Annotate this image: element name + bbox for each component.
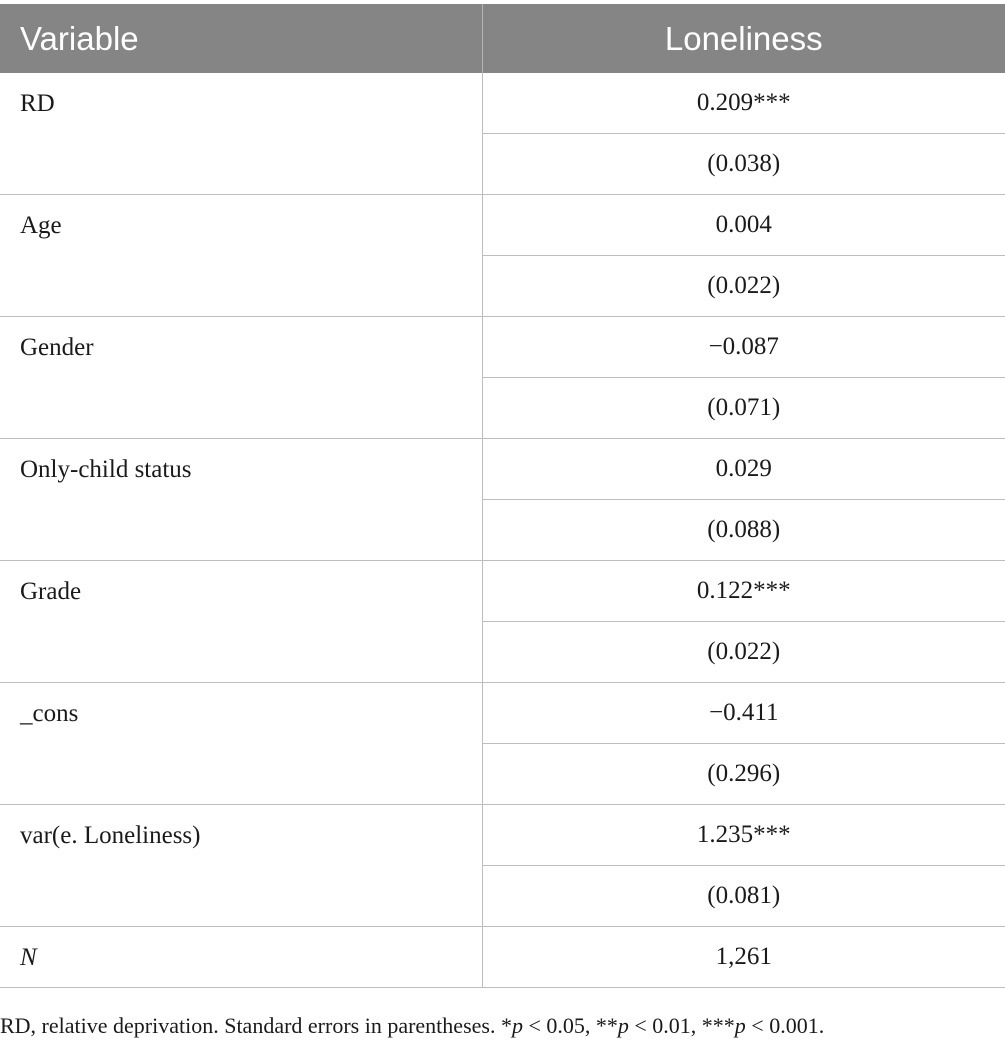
regression-table (0, 4, 1005, 988)
coefficient-cell: 0.209*** (482, 73, 1005, 134)
table-row (0, 683, 1005, 744)
table-row (0, 805, 1005, 866)
table-row (0, 561, 1005, 622)
standard-error-cell: (0.088) (482, 500, 1005, 561)
variable-cell: Gender (0, 317, 482, 439)
standard-error-cell: (0.296) (482, 744, 1005, 805)
footnote-p-symbol: p (617, 1013, 629, 1038)
table-row-n (0, 927, 1005, 988)
footnote-threshold-3: < 0.001. (745, 1013, 825, 1038)
sample-size-value: 1,261 (482, 927, 1005, 988)
footnote-p-symbol: p (511, 1013, 523, 1038)
variable-cell: _cons (0, 683, 482, 805)
footnote-lead: RD, relative deprivation. Standard errors in parentheses. * (0, 1013, 512, 1038)
footnote-p-symbol: p (734, 1013, 746, 1038)
standard-error-cell: (0.038) (482, 134, 1005, 195)
variable-cell: RD (0, 73, 482, 195)
variable-cell: Grade (0, 561, 482, 683)
footnote-threshold-2: < 0.01, *** (628, 1013, 735, 1038)
table-row (0, 317, 1005, 378)
coefficient-cell: 0.029 (482, 439, 1005, 500)
coefficient-cell: −0.087 (482, 317, 1005, 378)
header-variable: Variable (0, 4, 482, 73)
table-row (0, 439, 1005, 500)
coefficient-cell: 0.004 (482, 195, 1005, 256)
coefficient-cell: −0.411 (482, 683, 1005, 744)
table-row (0, 195, 1005, 256)
standard-error-cell: (0.022) (482, 622, 1005, 683)
regression-table-container (0, 4, 1005, 988)
footnote-threshold-1: < 0.05, ** (522, 1013, 618, 1038)
variable-cell: Age (0, 195, 482, 317)
table-header-row (0, 4, 1005, 73)
standard-error-cell: (0.081) (482, 866, 1005, 927)
header-loneliness: Loneliness (482, 4, 1005, 73)
variable-cell: var(e. Loneliness) (0, 805, 482, 927)
table-row (0, 73, 1005, 134)
standard-error-cell: (0.022) (482, 256, 1005, 317)
coefficient-cell: 0.122*** (482, 561, 1005, 622)
table-footnote (0, 1013, 824, 1039)
sample-size-label: N (0, 927, 482, 988)
standard-error-cell: (0.071) (482, 378, 1005, 439)
variable-cell: Only-child status (0, 439, 482, 561)
coefficient-cell: 1.235*** (482, 805, 1005, 866)
